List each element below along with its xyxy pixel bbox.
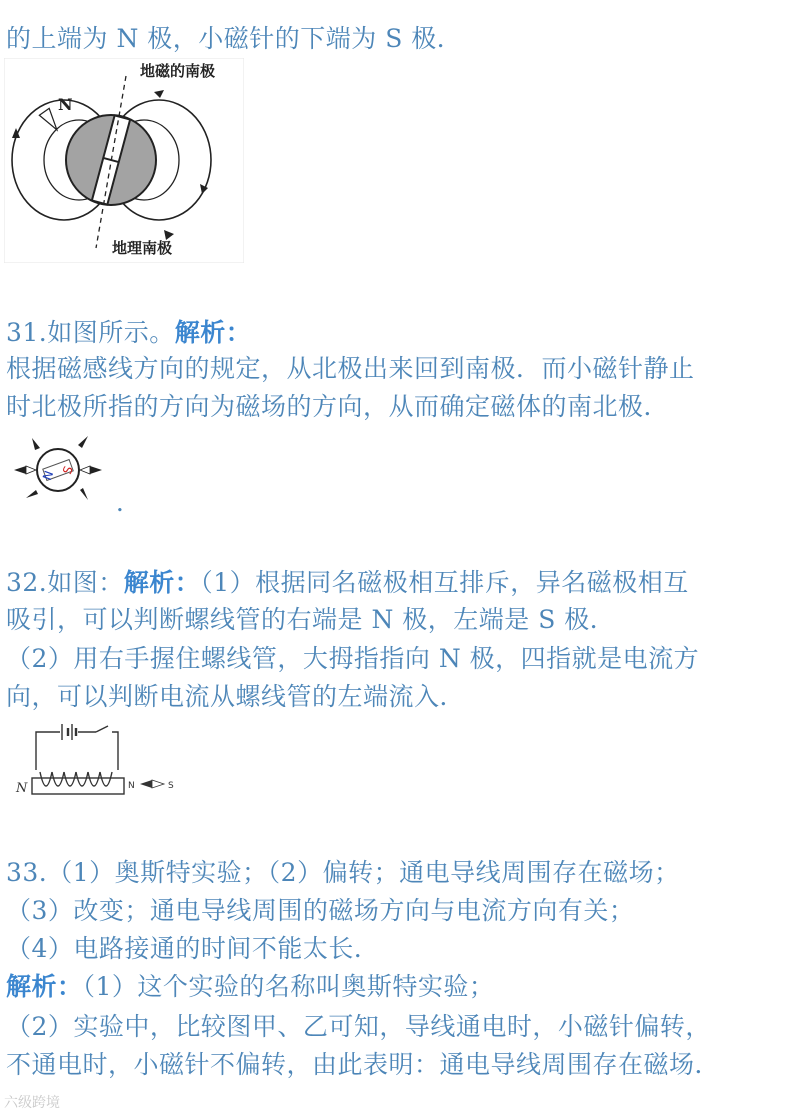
q32-text: （1）根据同名磁极相互排斥，异名磁极相互: [200, 568, 689, 597]
text-line: （4）电路接通的时间不能太长．: [6, 934, 380, 963]
q31-heading: [6, 316, 251, 350]
q32-prefix: 32.如图：: [6, 568, 124, 597]
text-line: （2）实验中，比较图甲、乙可知，导线通电时，小磁针偏转，: [6, 1012, 711, 1041]
needle-n-label: N: [128, 781, 135, 791]
compass-needles-figure: [4, 432, 116, 506]
trailing-dot: ．: [116, 488, 142, 517]
analysis-keyword: 解析：: [174, 318, 252, 347]
text-line: （3）改变；通电导线周围的磁场方向与电流方向有关；: [6, 896, 635, 925]
needle-s-label: S: [168, 781, 174, 791]
solenoid-circuit-figure: [8, 718, 188, 808]
text-line: 的上端为 N 极，小磁针的下端为 S 极．: [6, 24, 463, 53]
q32-heading: [6, 566, 689, 600]
text-line: 不通电时，小磁针不偏转，由此表明：通电导线周围存在磁场．: [6, 1050, 721, 1079]
text-line: 33.（1）奥斯特实验；（2）偏转；通电导线周围存在磁场；: [6, 858, 680, 887]
text-line: 吸引，可以判断螺线管的右端是 N 极，左端是 S 极．: [6, 605, 616, 634]
watermark: 六级跨境: [4, 1095, 60, 1111]
q33-text: （1）这个实验的名称叫奥斯特实验；: [82, 972, 495, 1001]
analysis-keyword: 解析：: [123, 568, 201, 597]
text-line: （2）用右手握住螺线管，大拇指指向 N 极，四指就是电流方: [6, 644, 700, 673]
q31-prefix: 31.如图所示。: [6, 318, 175, 347]
magnet-s-label: S: [60, 464, 76, 477]
geographic-south-label: 地理南极: [112, 239, 173, 257]
q33-analysis-line: [6, 970, 494, 1004]
geomagnetic-south-label: 地磁的南极: [140, 62, 216, 80]
earth-magnetic-field-figure: [4, 58, 244, 263]
text-line: 根据磁感线方向的规定，从北极出来回到南极．而小磁针静止: [6, 354, 695, 383]
text-line: 向，可以判断电流从螺线管的左端流入．: [6, 682, 466, 711]
analysis-keyword: 解析：: [6, 972, 83, 1001]
solenoid-n-label: N: [16, 781, 28, 796]
magnet-n-label: N: [40, 468, 57, 483]
needle-n-label: N: [58, 95, 73, 114]
text-line: 时北极所指的方向为磁场的方向，从而确定磁体的南北极．: [6, 392, 670, 421]
